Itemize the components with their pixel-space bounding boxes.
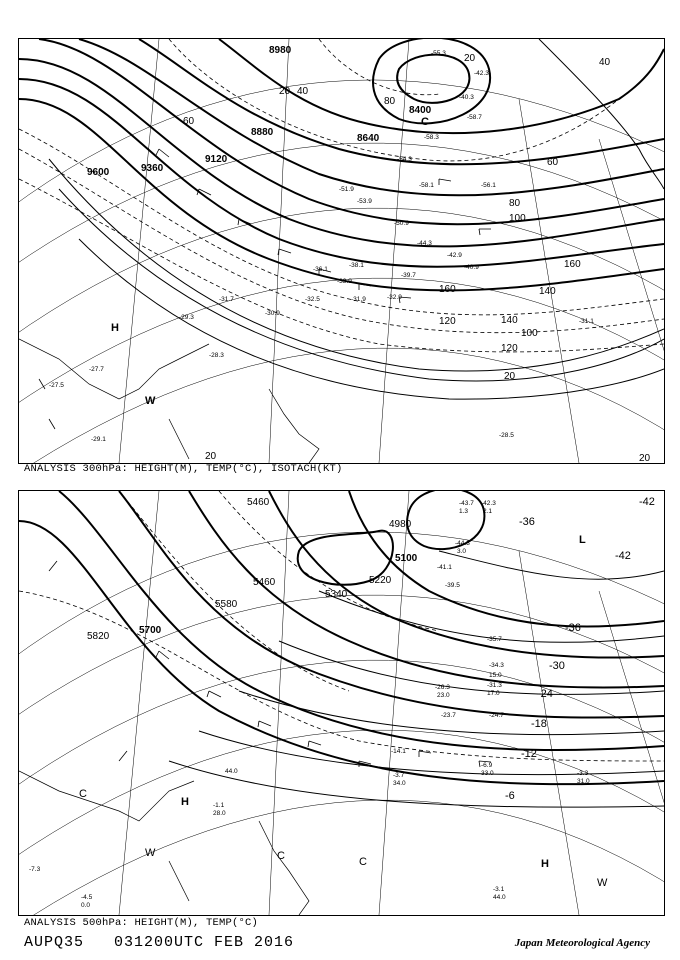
station-temp: -3.1	[493, 886, 505, 893]
station-dewpoint: 34.0	[393, 780, 406, 787]
map-500hpa-svg	[19, 491, 664, 915]
station-dewpoint: 33.0	[481, 770, 494, 777]
pressure-center: W	[145, 847, 156, 859]
isoline-label: -24	[537, 688, 553, 700]
isotach-label: 80	[384, 96, 396, 107]
map-300hpa-svg	[19, 39, 664, 463]
pressure-center: W	[597, 877, 608, 889]
station-temp: -44.3	[455, 540, 470, 547]
station-temp: -29.1	[91, 436, 106, 443]
station-dewpoint: 3.0	[457, 548, 467, 555]
station-dewpoint: 2.1	[483, 508, 493, 515]
height-contours	[19, 39, 664, 290]
station-temp: -50.9	[394, 220, 409, 227]
isotach-label: 160	[439, 284, 456, 295]
station-temp: -51.9	[339, 186, 354, 193]
height-label: 5340	[325, 589, 348, 600]
isotach-label: 80	[509, 198, 521, 209]
station-dewpoint: 31.0	[577, 778, 590, 785]
caption-300hpa: ANALYSIS 300hPa: HEIGHT(M), TEMP(°C), ISOTACH(KT)	[24, 463, 343, 475]
pressure-center: C	[359, 856, 367, 868]
station-temp: -1.1	[213, 802, 225, 809]
station-dewpoint-group	[81, 508, 590, 909]
height-label: 5100	[395, 553, 418, 564]
station-temp: -55.3	[431, 50, 446, 57]
latlon-grid	[19, 39, 664, 463]
station-temp: -3.3	[577, 770, 589, 777]
station-temp: -23.7	[441, 712, 456, 719]
isoline-label: -30	[549, 660, 565, 672]
station-temp: -42.3	[481, 500, 496, 507]
height-label: 9360	[141, 163, 164, 174]
isotach-label: 20	[279, 86, 291, 97]
station-temp: -58.7	[467, 114, 482, 121]
coastline	[19, 771, 309, 915]
isotach-label: 100	[521, 328, 538, 339]
pressure-center: H	[111, 322, 119, 334]
isoline-label: -36	[565, 622, 581, 634]
station-dewpoint: 1.3	[459, 508, 469, 515]
station-temp: -27.7	[89, 366, 104, 373]
station-dewpoint: 17.0	[487, 690, 500, 697]
analysis-500hpa-map	[18, 490, 665, 916]
station-dewpoint: 44.0	[225, 768, 238, 775]
isoline-label: -6	[505, 790, 515, 802]
station-temp: -58.1	[419, 182, 434, 189]
station-temp: -32.9	[387, 294, 402, 301]
station-temp: -40.3	[459, 94, 474, 101]
pressure-center: H	[181, 796, 189, 808]
height-label: 5700	[139, 625, 162, 636]
pressure-center: C	[277, 850, 285, 862]
caption-500hpa: ANALYSIS 500hPa: HEIGHT(M), TEMP(°C)	[24, 917, 259, 929]
height-label: 9600	[87, 167, 110, 178]
isotach-label: 40	[599, 57, 611, 68]
pressure-center: C	[79, 788, 87, 800]
height-label: 5580	[215, 599, 238, 610]
isotach-label: 160	[564, 259, 581, 270]
station-temp: -42.3	[474, 70, 489, 77]
station-temp: -41.1	[437, 564, 452, 571]
isoline-label: -42	[615, 550, 631, 562]
station-temp: -58.3	[424, 134, 439, 141]
isotach-lines	[49, 39, 664, 399]
station-temp: -27.5	[49, 382, 64, 389]
pressure-center: W	[145, 395, 156, 407]
isotach-label: 140	[501, 315, 518, 326]
isoline-label: -42	[639, 496, 655, 508]
pressure-center: C	[421, 116, 429, 128]
station-temperature-group	[29, 500, 589, 901]
station-temp: -39.5	[445, 582, 460, 589]
agency-credit: Japan Meteorological Agency	[514, 937, 650, 949]
height-label: 9120	[205, 154, 228, 165]
station-temp: -53.9	[357, 198, 372, 205]
height-label: 8640	[357, 133, 380, 144]
station-temp: -31.3	[487, 682, 502, 689]
station-temp: -24.7	[489, 712, 504, 719]
station-temp: -30.9	[265, 310, 280, 317]
station-temp: -38.1	[349, 262, 364, 269]
station-temp: -43.7	[459, 500, 474, 507]
isotach-label: 20	[464, 53, 476, 64]
height-label: 5220	[369, 575, 392, 586]
isoline-label: -18	[531, 718, 547, 730]
station-temp: -35.7	[487, 636, 502, 643]
station-temp: -14.1	[391, 748, 406, 755]
station-temp: -40.9	[464, 264, 479, 271]
station-temp: -39.7	[401, 272, 416, 279]
isotach-label: 120	[439, 316, 456, 327]
isotach-label: 100	[509, 213, 526, 224]
height-label: 8400	[409, 105, 432, 116]
isotach-label: 120	[501, 343, 518, 354]
station-dewpoint: 23.0	[437, 692, 450, 699]
height-label: 5460	[253, 577, 276, 588]
isotach-label: 20	[205, 451, 217, 462]
station-temp: -56.1	[481, 182, 496, 189]
height-label: 8880	[251, 127, 274, 138]
station-temp: -42.9	[447, 252, 462, 259]
station-temp: -31.1	[579, 318, 594, 325]
temperature-isolines	[169, 551, 664, 807]
isotach-label: 40	[297, 86, 309, 97]
station-temp: -34.3	[489, 662, 504, 669]
station-temp: -6.9	[481, 762, 493, 769]
station-dewpoint: 0.0	[81, 902, 91, 909]
isotach-label: 60	[183, 116, 195, 127]
station-temp: -33.9	[337, 278, 352, 285]
height-label: 5460	[247, 497, 270, 508]
station-temp: -3.7	[393, 772, 405, 779]
product-header: AUPQ35 031200UTC FEB 2016	[24, 934, 295, 951]
station-temp: -31.9	[351, 296, 366, 303]
pressure-center: H	[541, 858, 549, 870]
height-label: 5820	[87, 631, 110, 642]
station-temp: -26.3	[435, 684, 450, 691]
station-temp: -44.3	[417, 240, 432, 247]
station-temp: -28.5	[499, 432, 514, 439]
isotach-label: 60	[547, 157, 559, 168]
isotach-label: 20	[504, 371, 516, 382]
station-temp: -36.1	[313, 266, 328, 273]
station-dewpoint: 15.0	[489, 672, 502, 679]
isotherm-lines	[19, 39, 664, 352]
station-temp: -54.3	[397, 156, 412, 163]
isoline-label: -12	[521, 748, 537, 760]
height-label: 4980	[389, 519, 412, 530]
height-label-group	[87, 497, 418, 642]
height-label: 8980	[269, 45, 292, 56]
station-dewpoint: 44.0	[493, 894, 506, 901]
station-dewpoint: 28.0	[213, 810, 226, 817]
station-temp: -32.5	[305, 296, 320, 303]
station-temp: -31.7	[219, 296, 234, 303]
isotach-label: 20	[639, 453, 651, 463]
station-temp: -7.3	[29, 866, 41, 873]
station-temp: -29.3	[179, 314, 194, 321]
analysis-300hpa-map	[18, 38, 665, 464]
pressure-center: L	[579, 534, 586, 546]
station-temp: -28.3	[209, 352, 224, 359]
isotach-label: 140	[539, 286, 556, 297]
isoline-label: -36	[519, 516, 535, 528]
station-temp: -4.5	[81, 894, 93, 901]
